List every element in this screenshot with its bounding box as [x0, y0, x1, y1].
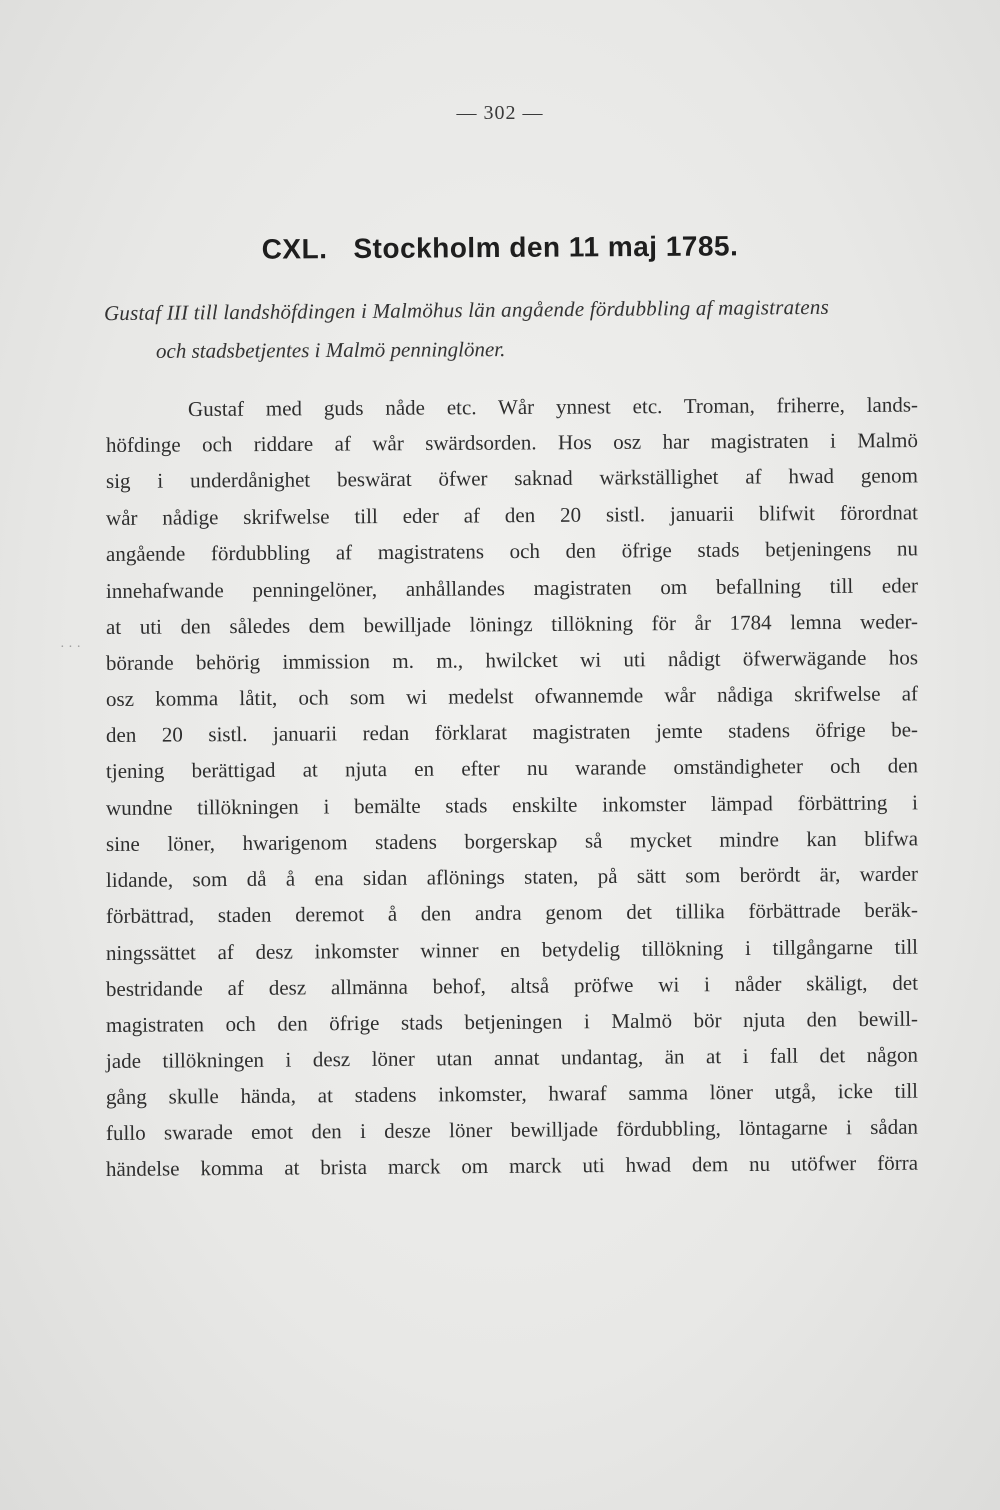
body-line: at uti den således dem bewilljade löningz tillökning för år 1784 lemna weder- — [105, 609, 919, 639]
body-line: wår nådige skrifwelse till eder af den 20 sistl. januarii blifwit förordnat — [105, 500, 919, 530]
page-number: — 302 — — [456, 102, 544, 124]
section-title: Stockholm den 11 maj 1785. — [353, 230, 739, 265]
body-line: jade tillökningen i desz löner utan annat undantag, än at i fall det någon — [105, 1042, 919, 1073]
body-line: angående fördubbling af magistratens och den öfrige stads betjeningens nu — [105, 536, 919, 566]
body-line: den 20 sistl. januarii redan förklarat magistraten jemte stadens öfrige be- — [105, 717, 919, 747]
body-line: Gustaf med guds nåde etc. Wår ynnest etc. Troman, friherre, lands- — [187, 392, 919, 421]
body-line: magistraten och den öfrige stads betjeningen i Malmö bör njuta den bewill- — [105, 1006, 919, 1037]
body-line: innehafwande penningelöner, anhållandes magistraten om befallning till eder — [105, 573, 919, 603]
body-line: osz komma låtit, och som wi medelst ofwannemde wår nådiga skrifwelse af — [105, 681, 919, 711]
body-line: börande behörig immission m. m., hwilcket wi uti nådigt öfwerwägande hos — [105, 645, 919, 675]
body-line: tjening berättigad at njuta en efter nu warande omständigheter och den — [105, 753, 919, 783]
body-line: ningssättet af desz inkomster winner en betydelig tillökning i tillgångarne till — [105, 934, 919, 965]
body-line: bestridande af desz allmänna behof, altså pröfwe wi i nåder skäligt, det — [105, 970, 919, 1001]
body-line: wundne tillökningen i bemälte stads enskilte inkomster lämpad förbättring i — [105, 790, 919, 820]
body-line: sine löner, hwarigenom stadens borgerskap så mycket mindre kan blifwa — [105, 826, 919, 856]
body-line: händelse komma at brista marck om marck uti hwad dem nu utöfwer förra — [105, 1150, 919, 1181]
summary-line-2: och stadsbetjentes i Malmö penninglöner. — [155, 337, 506, 363]
body-line: lidande, som då å ena sidan aflönings staten, på sätt som berördt är, warder — [105, 861, 919, 892]
summary-line-1: Gustaf III till landshöfdingen i Malmöhus län angående fördubbling af magistratens — [103, 294, 830, 326]
section-heading — [0, 229, 1000, 268]
section-number: CXL. — [261, 233, 328, 265]
margin-speck: · · · — [60, 640, 81, 655]
body-line: sig i underdånighet beswärat öfwer saknad wärkställighet af hwad genom — [105, 463, 919, 493]
body-line: höfdinge och riddare af wår swärdsorden. Hos osz har magistraten i Malmö — [105, 428, 919, 457]
body-line: gång skulle hända, at stadens inkomster, hwaraf samma löner utgå, icke till — [105, 1078, 919, 1109]
body-line: förbättrad, staden deremot å den andra genom det tillika förbättrade beräk- — [105, 897, 919, 928]
body-line: fullo swarade emot den i desze löner bewilljade fördubbling, löntagarne i sådan — [105, 1114, 919, 1145]
